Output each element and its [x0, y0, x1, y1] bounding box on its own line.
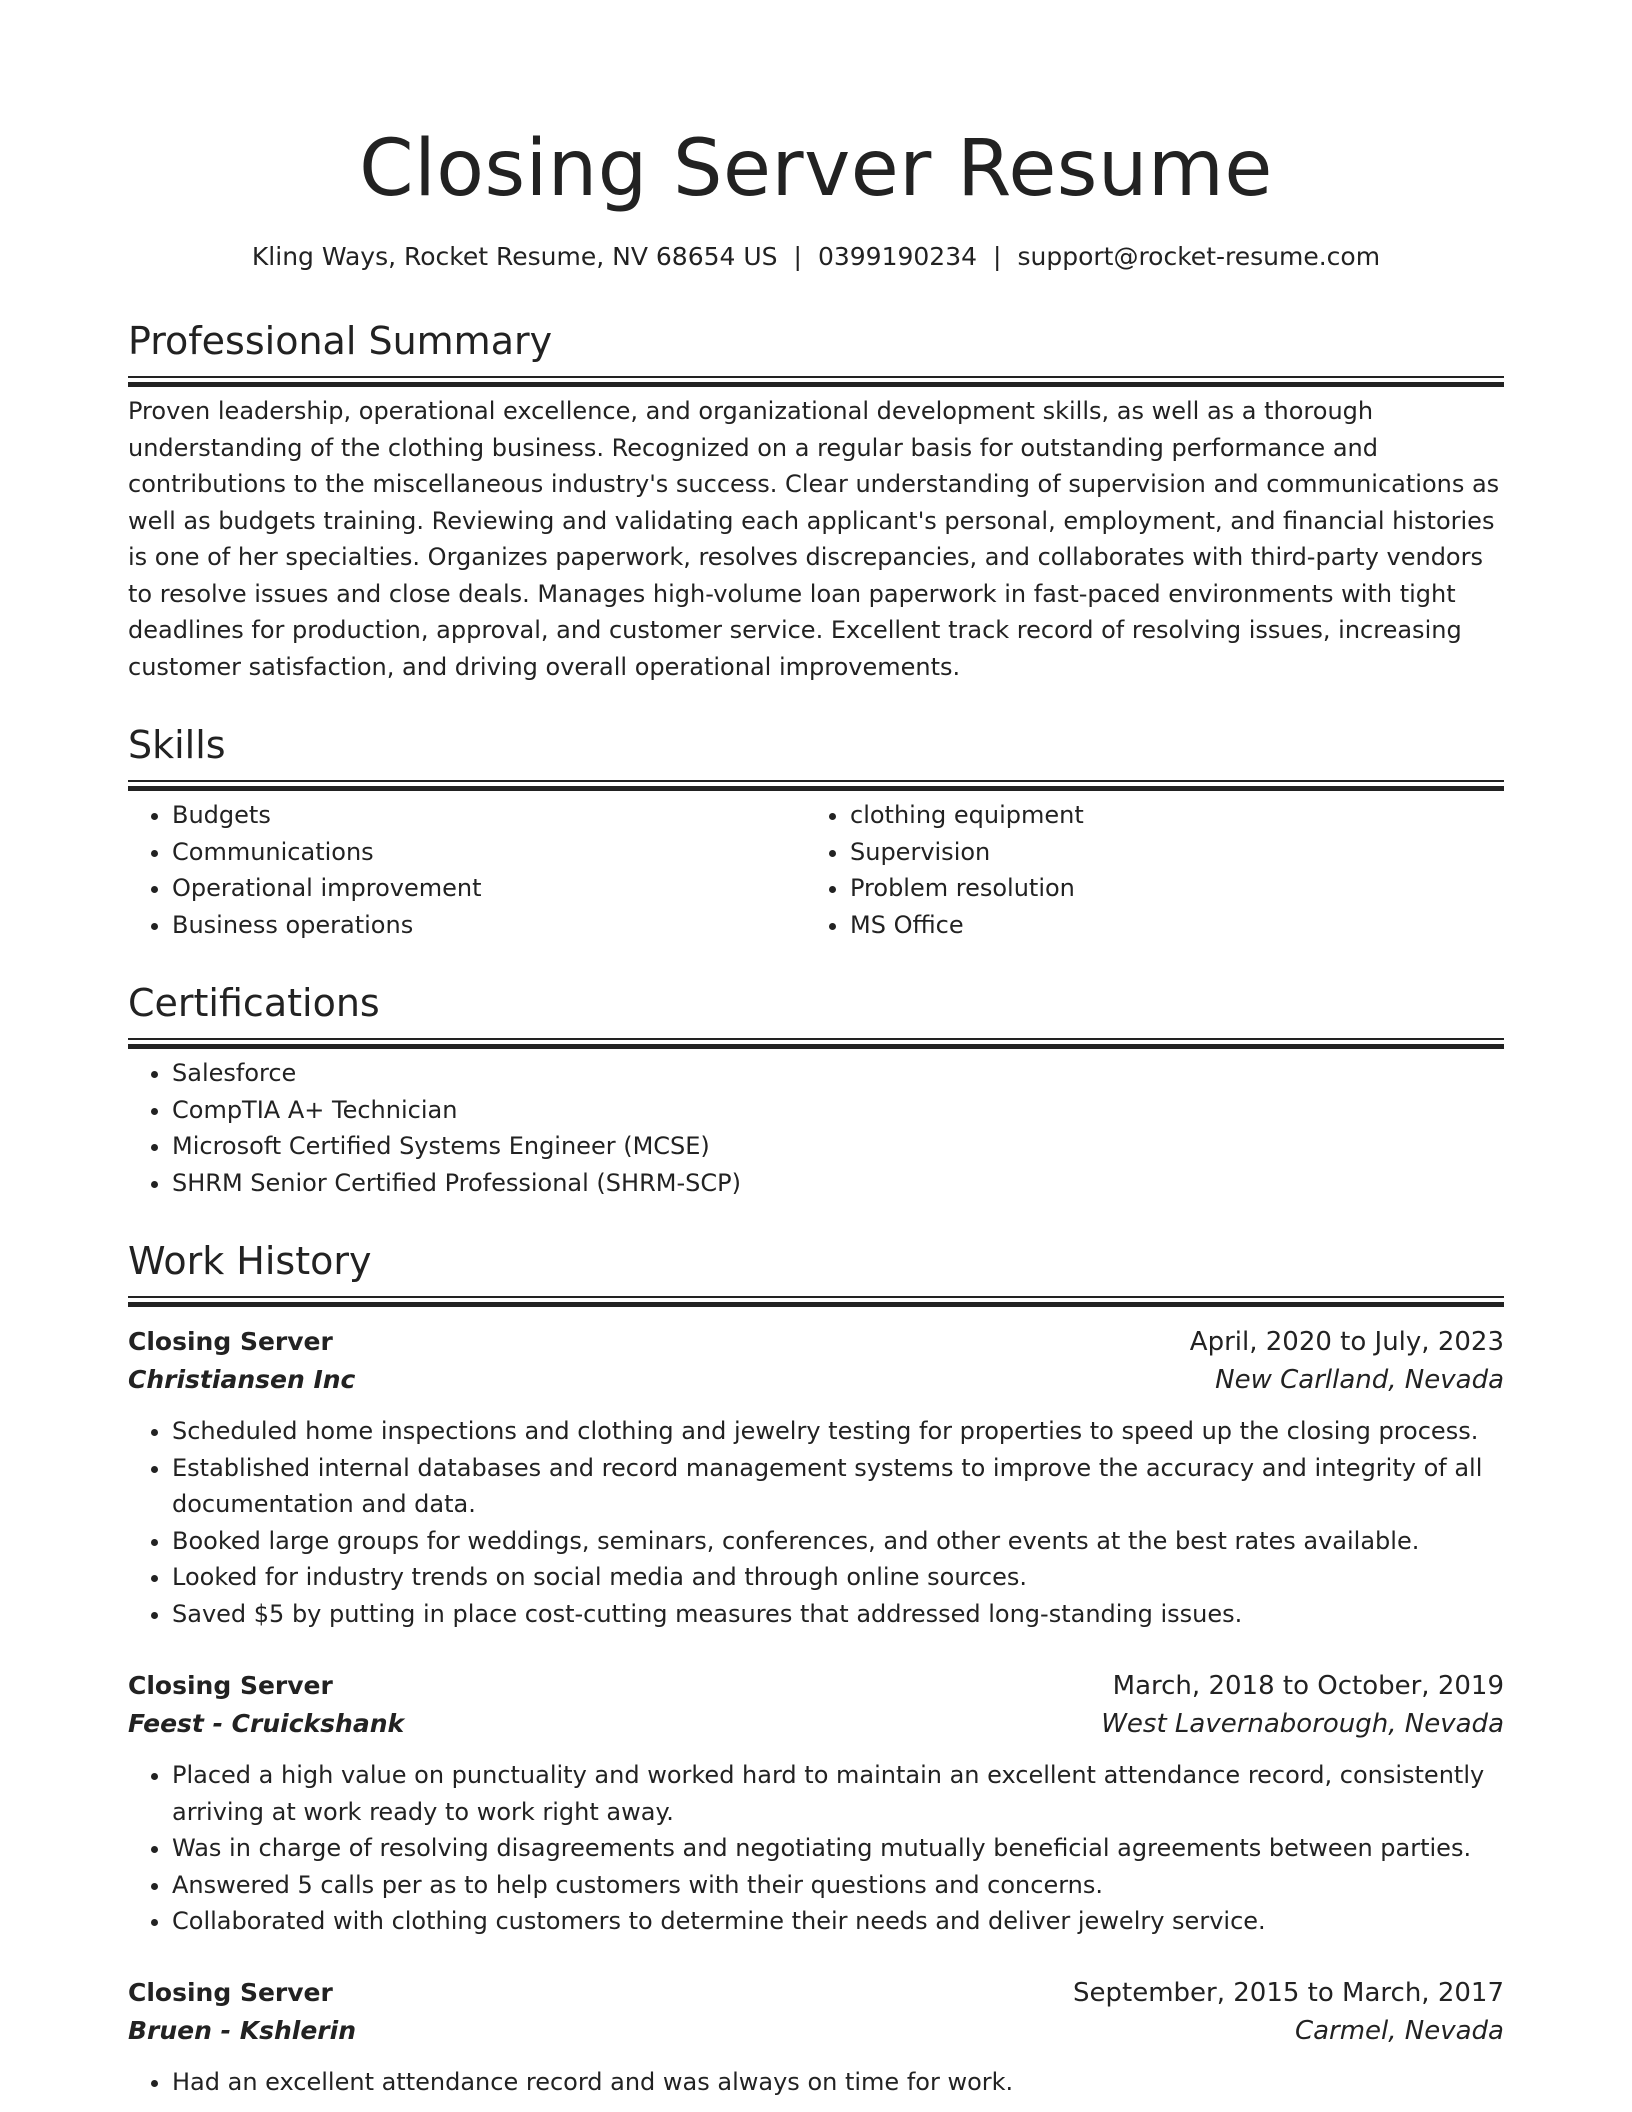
skill-item: • Supervision	[850, 834, 1484, 871]
job-entry	[128, 1667, 1504, 1940]
job-company: Bruen - Kshlerin	[128, 2016, 356, 2045]
job-bullet: • Placed a high value on punctuality and worked hard to maintain an excellent attendance record, consistently arriving at work ready to work right away.	[172, 1757, 1504, 1830]
skill-item: • Problem resolution	[850, 870, 1484, 907]
skill-item: • Business operations	[172, 907, 806, 944]
skill-item: • Communications	[172, 834, 806, 871]
contact-email[interactable]: support@rocket-resume.com	[1017, 242, 1381, 271]
section-divider	[128, 780, 1504, 782]
job-subheader	[128, 1705, 1504, 1743]
certification-item: • Microsoft Certified Systems Engineer (MCSE)	[172, 1128, 1504, 1165]
job-bullet: • Collaborated with clothing customers to determine their needs and deliver jewelry service.	[172, 1903, 1504, 1940]
job-title: Closing Server	[128, 1327, 333, 1356]
job-bullet: • Saved $5 by putting in place cost-cutting measures that addressed long-standing issues.	[172, 1596, 1504, 1633]
job-title: Closing Server	[128, 1978, 333, 2007]
certification-item: • SHRM Senior Certified Professional (SHRM-SCP)	[172, 1165, 1504, 1202]
skill-item: • MS Office	[850, 907, 1484, 944]
job-bullet: • Was in charge of resolving disagreements and negotiating mutually beneficial agreements between parties.	[172, 1830, 1504, 1867]
job-company: Feest - Cruickshank	[128, 1709, 405, 1738]
job-bullet: • Booked large groups for weddings, seminars, conferences, and other events at the best rates available.	[172, 1523, 1504, 1560]
contact-separator: |	[993, 242, 1002, 271]
job-title: Closing Server	[128, 1671, 333, 1700]
certifications-list	[128, 1055, 1504, 1201]
certification-item: • Salesforce	[172, 1055, 1504, 1092]
skill-item: • Budgets	[172, 797, 806, 834]
contact-line	[128, 240, 1504, 274]
contact-phone: 0399190234	[817, 242, 978, 271]
job-entry	[128, 1323, 1504, 1632]
section-divider	[128, 1038, 1504, 1040]
job-bullet: • Looked for industry trends on social media and through online sources.	[172, 1559, 1504, 1596]
job-bullets	[128, 2064, 1504, 2101]
summary-section	[128, 318, 1504, 685]
job-header	[128, 1323, 1504, 1361]
summary-text: Proven leadership, operational excellence, and organizational development skills, as well as a thorough understanding of the clothing business. Recognized on a regular basis for outstanding performance and contributions to the miscellaneous industry's success. Clear understanding of supervision and communications as well as budgets training. Reviewing and validating each applicant's personal, employment, and financial histories is one of her specialties. Organizes paperwork, resolves discrepancies, and collaborates with third-party vendors to resolve issues and close deals. Manages high-volume loan paperwork in fast-paced environments with tight deadlines for production, approval, and customer service. Excellent track record of resolving issues, increasing customer satisfaction, and driving overall operational improvements.	[128, 397, 1500, 681]
job-dates: April, 2020 to July, 2023	[1189, 1327, 1504, 1357]
job-bullet: • Answered 5 calls per as to help customers with their questions and concerns.	[172, 1867, 1504, 1904]
skills-right-list	[806, 797, 1484, 943]
job-subheader	[128, 1361, 1504, 1399]
work-history-section	[128, 1238, 1504, 1298]
job-bullets	[128, 1757, 1504, 1940]
job-subheader	[128, 2012, 1504, 2050]
job-dates: March, 2018 to October, 2019	[1112, 1671, 1504, 1701]
job-location: New Carlland, Nevada	[1215, 1365, 1504, 1395]
skills-left-list	[128, 797, 806, 943]
job-location: West Lavernaborough, Nevada	[1101, 1709, 1504, 1739]
work-history-heading: Work History	[128, 1239, 372, 1283]
contact-separator: |	[793, 242, 802, 271]
job-bullets	[128, 1413, 1504, 1632]
job-entry	[128, 1974, 1504, 2101]
job-bullet: • Had an excellent attendance record and was always on time for work.	[172, 2064, 1504, 2101]
skills-grid	[128, 797, 1504, 943]
skills-heading: Skills	[128, 723, 226, 767]
certification-item: • CompTIA A+ Technician	[172, 1092, 1504, 1129]
skill-item: • clothing equipment	[850, 797, 1484, 834]
certifications-section	[128, 980, 1504, 1201]
contact-address: Kling Ways, Rocket Resume, NV 68654 US	[251, 242, 778, 271]
section-divider	[128, 1296, 1504, 1298]
job-location: Carmel, Nevada	[1294, 2016, 1504, 2046]
job-bullet: • Scheduled home inspections and clothing and jewelry testing for properties to speed up the closing process.	[172, 1413, 1504, 1450]
job-bullet: • Established internal databases and record management systems to improve the accuracy and integrity of all documentation and data.	[172, 1450, 1504, 1523]
skill-item: • Operational improvement	[172, 870, 806, 907]
resume-title: Closing Server Resume	[359, 124, 1273, 214]
job-header	[128, 1667, 1504, 1705]
certifications-heading: Certifications	[128, 981, 380, 1025]
job-dates: September, 2015 to March, 2017	[1073, 1978, 1504, 2008]
summary-heading: Professional Summary	[128, 319, 553, 363]
job-company: Christiansen Inc	[128, 1365, 356, 1394]
skills-section	[128, 722, 1504, 943]
job-header	[128, 1974, 1504, 2012]
section-divider	[128, 376, 1504, 378]
